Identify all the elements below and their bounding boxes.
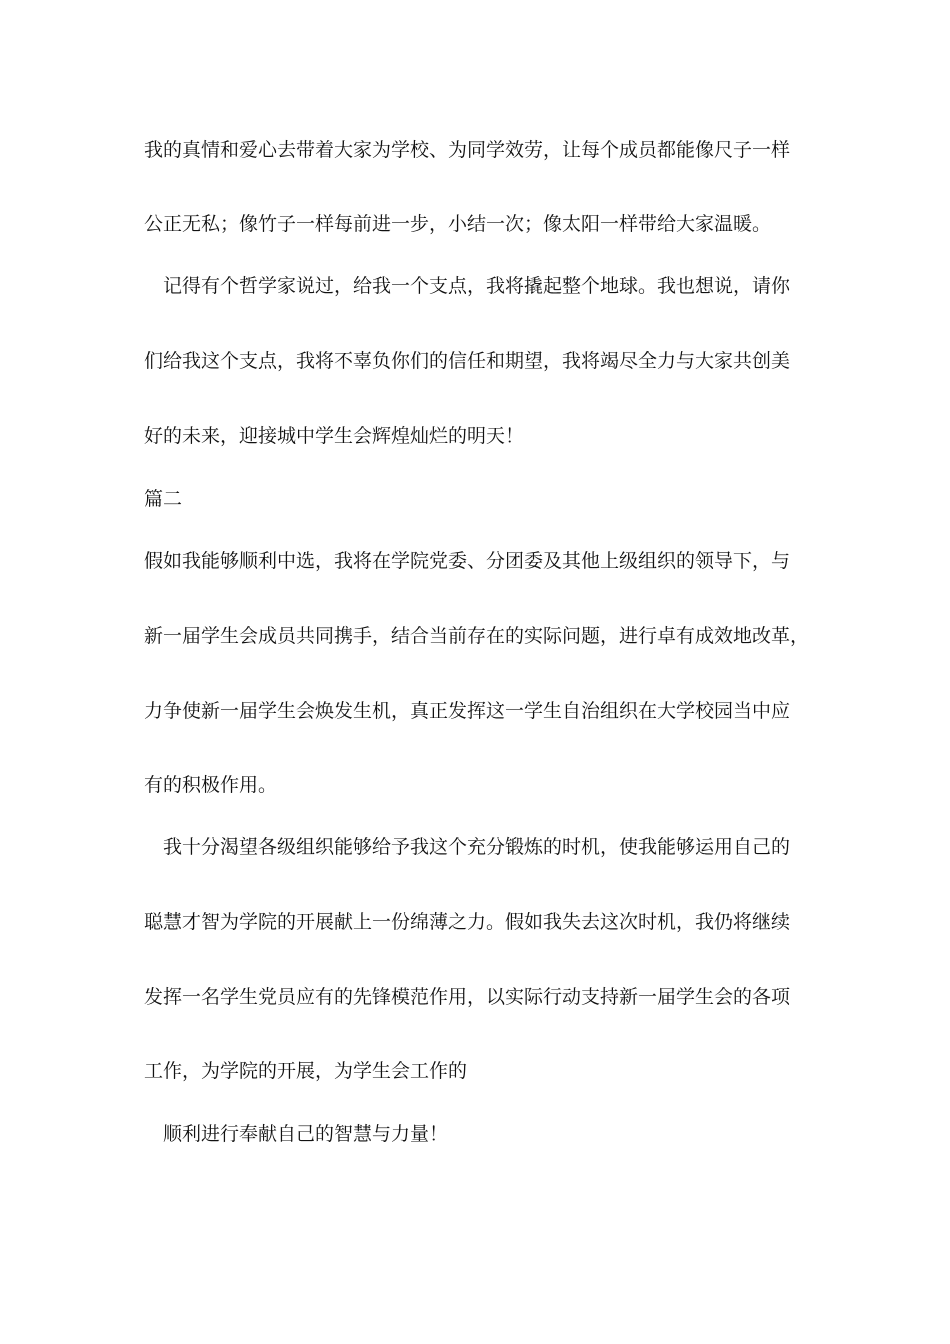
paragraph-line: 我的真情和爱心去带着大家为学校、为同学效劳，让每个成员都能像尺子一样 [144,139,791,161]
paragraph-line: 新一届学生会成员共同携手，结合当前存在的实际问题，进行卓有成效地改革， [144,625,810,647]
paragraph-line: 好的未来，迎接城中学生会辉煌灿烂的明天！ [144,425,525,447]
section-heading: 篇二 [144,488,183,510]
paragraph-line: 假如我能够顺利中选，我将在学院党委、分团委及其他上级组织的领导下，与 [144,550,791,572]
paragraph-line: 记得有个哲学家说过，给我一个支点，我将撬起整个地球。我也想说，请你 [144,275,791,297]
paragraph-line: 工作，为学院的开展，为学生会工作的 [144,1060,468,1082]
paragraph-line: 我十分渴望各级组织能够给予我这个充分锻炼的时机，使我能够运用自己的 [144,836,791,858]
paragraph-line: 发挥一名学生党员应有的先锋模范作用，以实际行动支持新一届学生会的各项 [144,986,791,1008]
paragraph-line: 有的积极作用。 [144,774,278,796]
paragraph-line: 公正无私；像竹子一样每前进一步，小结一次；像太阳一样带给大家温暖。 [144,213,772,235]
paragraph-line: 顺利进行奉献自己的智慧与力量！ [144,1123,449,1145]
paragraph-line: 们给我这个支点，我将不辜负你们的信任和期望，我将竭尽全力与大家共创美 [144,350,791,372]
paragraph-line: 力争使新一届学生会焕发生机，真正发挥这一学生自治组织在大学校园当中应 [144,700,791,722]
paragraph-line: 聪慧才智为学院的开展献上一份绵薄之力。假如我失去这次时机，我仍将继续 [144,911,791,933]
